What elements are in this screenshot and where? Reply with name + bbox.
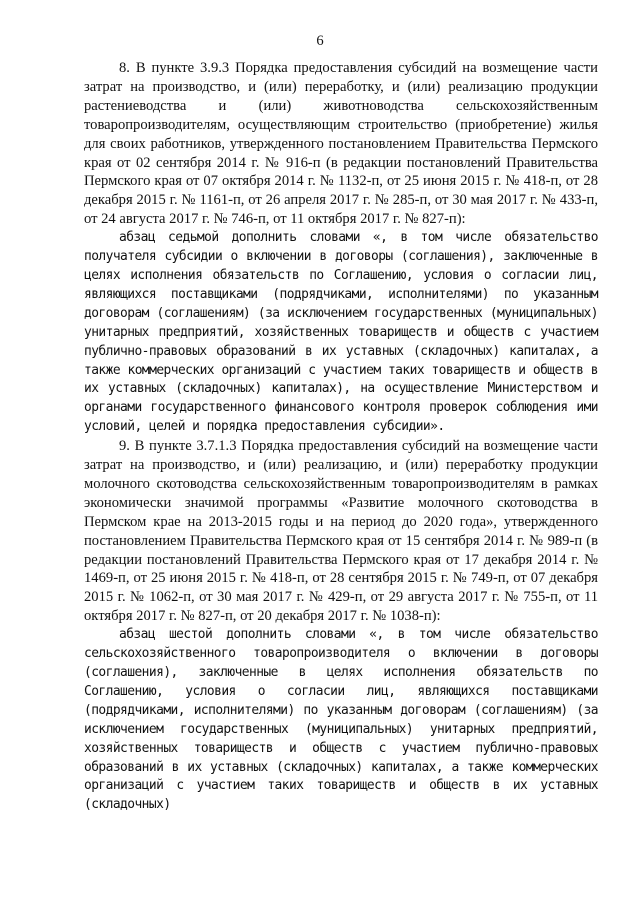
paragraph-item-9: 9. В пункте 3.7.1.3 Порядка предоставления субсидий на возмещение части затрат на производство, и (или) реализацию, и (или) переработку продукции молочного скотоводства сельскохозяйственным товаропроизводителям в рамках экономически значимой программы «Развитие молочного скотоводства в Пермском крае на 2013-2015 годы и на период до 2020 года», утвержденного постановлением Правительства Пермского края от 15 сентября 2014 г. № 989-п (в редакции постановлений Правительства Пермского края от 17 декабря 2014 г. № 1469-п, от 25 июня 2015 г. № 418-п, от 28 сентября 2015 г. № 749-п, от 07 декабря 2015 г. № 1062-п, от 30 мая 2017 г. № 429-п, от 29 августа 2017 г. № 755-п, от 11 октября 2017 г. № 827-п, от 20 декабря 2017 г. № 1038-п): <box>84 438 598 625</box>
paragraph-amendment-abzac-6: абзац шестой дополнить словами «, в том числе обязательство сельскохозяйственного товаропроизводителя о включении в договоры (соглашения), заключенные в целях исполнения обязательств по Соглашению, условия о согласии лиц, являющихся поставщиками (подрядчиками, исполнителями) по указанным договорам (соглашениям) (за исключением государственных (муниципальных) унитарных предприятий, хозяйственных товариществ и обществ с участием публично-правовых образований в их уставных (складочных) капиталах, а также коммерческих организаций с участием таких товариществ и обществ в их уставных (складочных) <box>84 627 598 813</box>
document-body <box>84 59 598 815</box>
page-number: 6 <box>316 33 324 49</box>
paragraph-amendment-abzac-7: абзац седьмой дополнить словами «, в том числе обязательство получателя субсидии о включении в договоры (соглашения), заключенные в целях исполнения обязательств по Соглашению, условия о согласии лиц, являющихся поставщиками (подрядчиками, исполнителями) по указанным договорам (соглашениям) (за исключением государственных (муниципальных) унитарных предприятий, хозяйственных товариществ и обществ с участием публично-правовых образований в их уставных (складочных) капиталах, а также коммерческих организаций с участием таких товариществ и обществ в их уставных (складочных) капиталах), на осуществление Министерством и органами государственного финансового контроля проверок соблюдения ими условий, целей и порядка предоставления субсидии». <box>84 230 598 435</box>
paragraph-item-8: 8. В пункте 3.9.3 Порядка предоставления субсидий на возмещение части затрат на производство, и (или) переработку, и (или) реализацию продукции растениеводства и (или) животноводства сельскохозяйственным товаропроизводителям, осуществляющим строительство (приобретение) жилья для своих работников, утвержденного постановлением Правительства Пермского края от 02 сентября 2014 г. № 916-п (в редакции постановлений Правительства Пермского края от 07 октября 2014 г. № 1132-п, от 25 июня 2015 г. № 418-п, от 28 декабря 2015 г. № 1161-п, от 26 апреля 2017 г. № 285-п, от 30 мая 2017 г. № 433-п, от 24 августа 2017 г. № 746-п, от 11 октября 2017 г. № 827-п): <box>84 60 598 228</box>
